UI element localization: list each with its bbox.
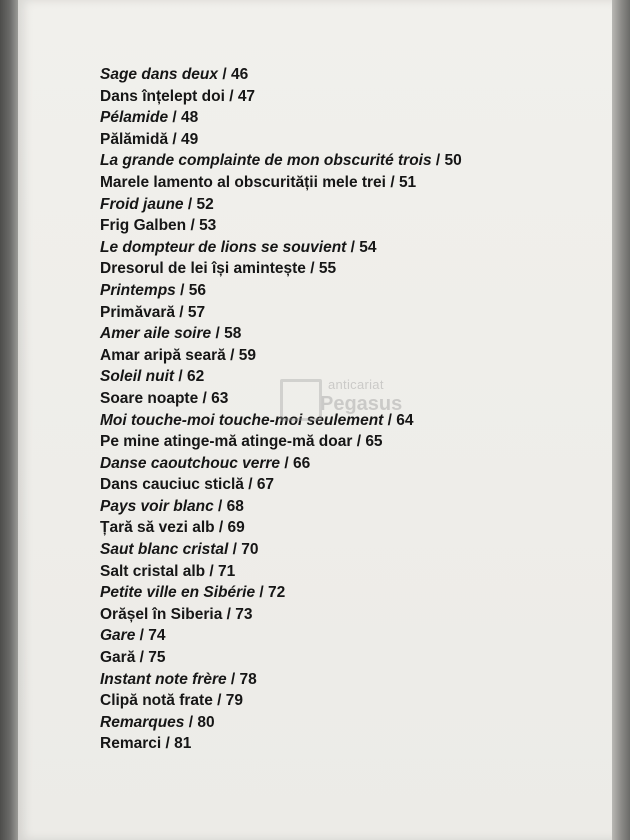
toc-entry-page: 69 <box>227 519 245 537</box>
toc-entry <box>100 733 462 755</box>
toc-entry-page: 51 <box>398 173 417 191</box>
watermark <box>280 375 430 425</box>
toc-entry <box>100 582 462 604</box>
toc-entry-page: 54 <box>359 238 377 256</box>
toc-entry-page: 46 <box>230 66 249 83</box>
toc-separator: / <box>187 195 193 213</box>
toc-separator: / <box>226 605 231 623</box>
toc-entry-title: Frig Galben <box>100 217 187 235</box>
toc-separator: / <box>248 476 253 494</box>
toc-entry-page: 63 <box>211 389 229 407</box>
toc-separator: / <box>217 692 222 710</box>
toc-separator: / <box>202 389 207 407</box>
toc-separator: / <box>215 325 220 343</box>
toc-entry-title: Gară <box>100 649 136 667</box>
toc-entry-page: 52 <box>196 195 214 213</box>
toc-separator: / <box>209 562 214 580</box>
toc-entry <box>100 129 462 151</box>
toc-entry-title: Dans înțelept doi <box>100 87 225 105</box>
toc-entry-title: Le dompteur de lions se souvient <box>100 238 347 256</box>
toc-entry <box>100 496 462 518</box>
toc-separator: / <box>165 735 170 753</box>
toc-entry-title: Primăvară <box>100 303 175 321</box>
toc-entry-page: 80 <box>197 713 215 731</box>
toc-separator: / <box>139 627 144 645</box>
toc-entry-page: 57 <box>187 303 206 321</box>
toc-entry-page: 78 <box>239 670 257 688</box>
toc-entry <box>100 474 462 496</box>
toc-entry-title: Țară să vezi alb <box>100 519 215 537</box>
toc-entry <box>100 453 462 475</box>
toc-entry-page: 66 <box>292 454 311 472</box>
toc-separator: / <box>180 281 185 299</box>
toc-entry <box>100 669 462 691</box>
toc-separator: / <box>179 303 184 321</box>
toc-entry-title: Pălămidă <box>100 130 169 148</box>
toc-entry-title: Saut blanc cristal <box>100 541 229 559</box>
toc-entry-title: Sage dans deux <box>100 66 219 83</box>
toc-entry-page: 70 <box>241 541 259 559</box>
toc-entry-page: 53 <box>199 217 217 235</box>
toc-separator: / <box>232 541 237 559</box>
toc-separator: / <box>229 87 234 105</box>
toc-separator: / <box>230 346 235 364</box>
toc-entry <box>100 172 462 194</box>
toc-entry-page: 62 <box>187 368 205 386</box>
toc-entry <box>100 150 462 172</box>
toc-separator: / <box>190 217 195 235</box>
toc-entry-page: 49 <box>181 130 199 148</box>
toc-entry-title: Pélamide <box>100 109 169 127</box>
toc-entry <box>100 280 462 302</box>
toc-entry <box>100 712 462 734</box>
toc-separator: / <box>390 173 395 191</box>
toc-entry-page: 68 <box>226 497 244 515</box>
toc-entry-title: Danse caoutchouc verre <box>100 454 281 472</box>
toc-entry-title: Orășel în Siberia <box>100 605 223 623</box>
toc-entry <box>100 215 462 237</box>
toc-entry <box>100 517 462 539</box>
toc-entry-title: Froid jaune <box>100 195 184 213</box>
toc-entry <box>100 258 462 280</box>
watermark-logo-icon <box>280 379 322 421</box>
toc-entry <box>100 604 462 626</box>
toc-entry <box>100 690 462 712</box>
watermark-line1: anticariat <box>328 377 384 392</box>
toc-entry <box>100 302 462 324</box>
toc-entry-title: Pe mine atinge-mă atinge-mă doar <box>100 433 353 451</box>
toc-entry-title: Remarques <box>100 713 185 731</box>
toc-entry-page: 65 <box>365 433 383 451</box>
toc-entry-title: Soleil nuit <box>100 368 175 386</box>
toc-entry-page: 59 <box>238 346 256 364</box>
toc-entry-page: 47 <box>237 87 256 105</box>
toc-separator: / <box>172 109 177 127</box>
toc-separator: / <box>188 713 194 731</box>
toc-entry <box>100 86 462 108</box>
book-page <box>18 0 614 840</box>
toc-entry-title: Moi touche-moi touche-moi seulement <box>100 411 384 429</box>
toc-entry-title: Instant note frère <box>100 670 227 688</box>
toc-entry <box>100 345 462 367</box>
toc-entry-title: Dans cauciuc sticlă <box>100 476 244 494</box>
toc-entry <box>100 323 462 345</box>
toc-entry-title: Pays voir blanc <box>100 497 214 515</box>
toc-entry-page: 73 <box>235 605 253 623</box>
toc-entry-title: Marele lamento al obscurității mele trei <box>100 173 386 191</box>
toc-entry-title: Petite ville en Sibérie <box>100 584 256 602</box>
toc-entry-page: 56 <box>188 281 206 299</box>
toc-entry <box>100 561 462 583</box>
toc-separator: / <box>218 497 223 515</box>
toc-separator: / <box>259 584 264 602</box>
toc-entry-page: 72 <box>268 584 286 602</box>
toc-separator: / <box>310 260 315 278</box>
toc-entry-title: Amer aile soire <box>100 325 212 343</box>
toc-separator: / <box>178 368 183 386</box>
toc-entry-page: 55 <box>318 260 337 278</box>
toc-separator: / <box>222 66 227 83</box>
toc-separator: / <box>356 433 361 451</box>
toc-separator: / <box>387 411 392 429</box>
toc-entry-page: 79 <box>225 692 244 710</box>
page-edge <box>612 0 630 840</box>
toc-separator: / <box>230 670 236 688</box>
toc-entry <box>100 647 462 669</box>
toc-entry-page: 50 <box>444 152 462 170</box>
toc-entry <box>100 107 462 129</box>
toc-entry-page: 58 <box>224 325 242 343</box>
toc-separator: / <box>350 238 355 256</box>
toc-entry-page: 74 <box>148 627 166 645</box>
toc-entry <box>100 539 462 561</box>
toc-entry-title: Soare noapte <box>100 389 199 407</box>
toc-entry-title: Printemps <box>100 281 176 299</box>
toc-entry <box>100 64 462 86</box>
toc-entry-title: La grande complainte de mon obscurité trois <box>100 152 432 170</box>
toc-entry <box>100 237 462 259</box>
toc-separator: / <box>172 130 177 148</box>
toc-entry-title: Clipă notă frate <box>100 692 213 710</box>
toc-entry-title: Salt cristal alb <box>100 562 206 580</box>
toc-entry-title: Dresorul de lei își amintește <box>100 260 306 278</box>
bleed-through-text <box>488 55 608 755</box>
toc-entry-page: 67 <box>256 476 275 494</box>
toc-entry <box>100 194 462 216</box>
toc-separator: / <box>435 152 441 170</box>
toc-entry-page: 75 <box>148 649 166 667</box>
toc-entry-page: 64 <box>396 411 414 429</box>
toc-separator: / <box>139 649 144 667</box>
toc-entry-page: 71 <box>218 562 236 580</box>
toc-entry <box>100 431 462 453</box>
toc-entry-title: Remarci <box>100 735 162 753</box>
toc-entry-page: 48 <box>181 109 199 127</box>
toc-entry-page: 81 <box>174 735 192 753</box>
toc-entry-title: Amar aripă seară <box>100 346 226 364</box>
toc-separator: / <box>218 519 224 537</box>
watermark-line2: Pegasus <box>320 393 403 415</box>
toc-separator: / <box>284 454 289 472</box>
toc-entry-title: Gare <box>100 627 136 645</box>
toc-entry <box>100 625 462 647</box>
